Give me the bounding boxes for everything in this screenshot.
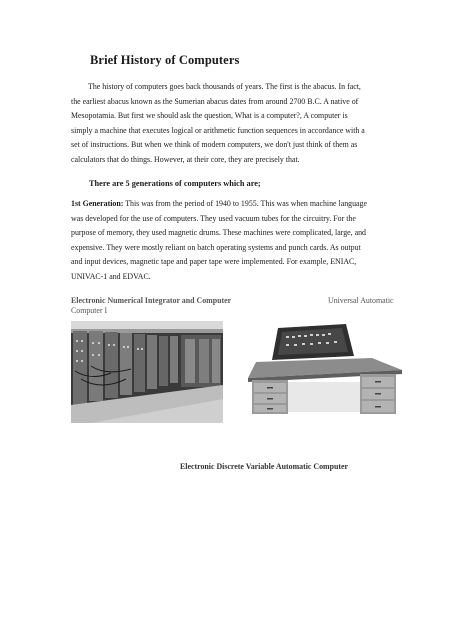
eniac-caption-continued: Computer I [71,306,108,315]
first-generation-paragraph [71,197,402,285]
intro-paragraph [71,80,402,168]
first-generation-line: UNIVAC-1 and EDVAC. [71,271,151,281]
first-generation-text: This was from the period of 1940 to 1955. This was when machine language [123,199,368,208]
generations-heading: There are 5 generations of computers which are; [89,179,261,188]
intro-line: set of instructions. But when we think of modern computers, we don't just think of them as [71,140,358,150]
document-title: Brief History of Computers [90,53,240,67]
intro-line: calculators that do things. However, at their core, they are precisely that. [71,154,300,164]
first-generation-line: was developed for the use of computers. They used vacuum tubes for the circuitry. For the [71,213,356,223]
first-generation-line: expensive. They were mostly reliant on batch operating systems and punch cards. As output [71,242,361,252]
intro-line: Mesopotamia. But first we should ask the question, What is a computer?, A computer is [71,111,348,121]
univac-photo [242,322,412,418]
univac-caption: Universal Automatic [328,296,394,305]
first-generation-first-line [71,197,402,212]
intro-line: the earliest abacus known as the Sumerian abacus dates from around 2700 B.C. A native of [71,96,359,106]
intro-line: The history of computers goes back thousands of years. The first is the abacus. In fact, [88,82,361,91]
first-generation-label: 1st Generation: [71,199,124,208]
eniac-caption: Electronic Numerical Integrator and Computer [71,296,232,305]
first-generation-line: purpose of memory, they used magnetic drums. These machines were complicated, large, and [71,228,367,238]
univac-illustration [242,322,412,418]
edvac-caption: Electronic Discrete Variable Automatic Computer [180,462,349,471]
eniac-illustration [71,321,223,423]
eniac-photo [71,321,223,423]
intro-line: simply a machine that executes logical or arithmetic function sequences in accordance with a [71,125,365,135]
first-generation-line: and input devices, magnetic tape and paper tape were implemented. For example, ENIAC, [71,257,357,267]
